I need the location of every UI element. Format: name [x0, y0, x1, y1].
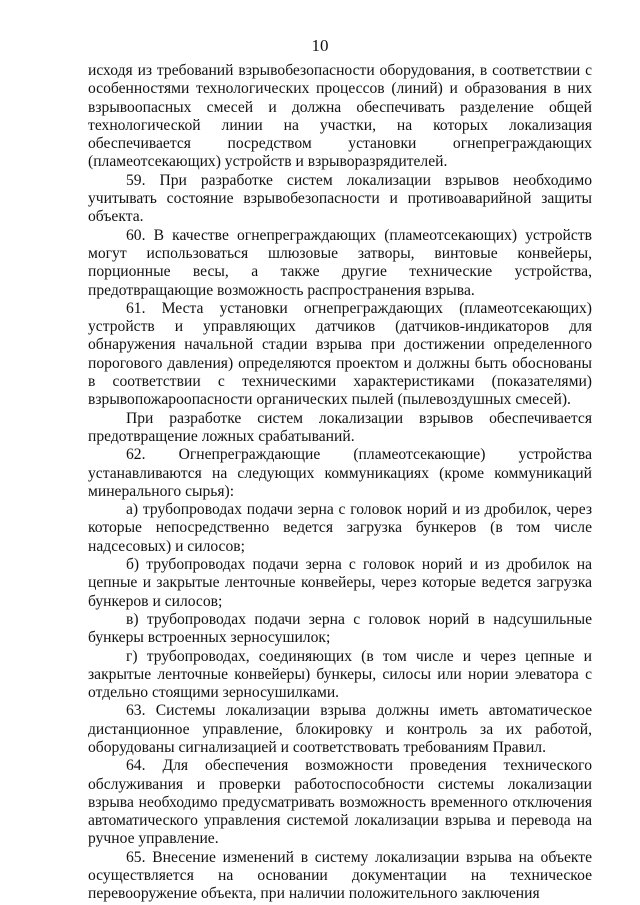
paragraph-62-item-v: в) трубопроводах подачи зерна с головок норий в надсушильные бункеры встроенных зерносушилок; — [88, 610, 592, 647]
paragraph-63: 63. Системы локализации взрыва должны иметь автоматическое дистанционное управление, блокировку и контроль за их работой, оборудованы сигнализацией и соответствовать требованиям Правил. — [88, 702, 592, 756]
paragraph-61: 61. Места установки огнепреграждающих (пламеотсекающих) устройств и управляющих датчиков (датчиков-индикаторов для обнаружения начальной стадии взрыва при достижении определенного порогового давления) определяются проектом и должны быть обоснованы в соответствии с техническими характеристиками (показателями) взрывопожароопасности органических пылей (пылевоздушных смесей). — [88, 299, 592, 409]
paragraph-62-item-g: г) трубопроводах, соединяющих (в том числе и через цепные и закрытые ленточные конвейеры) бункеры, силосы или нории элеватора с отдельно стоящими зерносушилками. — [88, 647, 592, 702]
paragraph-continuation: исходя из требований взрывобезопасности оборудования, в соответствии с особенностями технологических процессов (линий) и образования в них взрывоопасных смесей и должна обеспечивать разделение общей технологической линии на участки, на которых локализация обеспечивается посредством установки огнепреграждающих (пламеотсекающих) устройств и взрыворазрядителей. — [88, 62, 592, 171]
paragraph-61-note: При разработке систем локализации взрывов обеспечивается предотвращение ложных срабатываний. — [88, 409, 592, 445]
paragraph-62-item-a: а) трубопроводах подачи зерна с головок норий и из дробилок, через которые непосредственно ведется загрузка бункеров (в том числе надсесовых) и силосов; — [88, 501, 592, 555]
paragraph-60: 60. В качестве огнепреграждающих (пламеотсекающих) устройств могут использоваться шлюзовые затворы, винтовые конвейеры, порционные весы, а также другие технические устройства, предотвращающие возможность распространения взрыва. — [88, 226, 592, 299]
page-number: 10 — [311, 36, 329, 55]
document-body — [88, 62, 592, 904]
paragraph-62-item-b: б) трубопроводах подачи зерна с головок норий и из дробилок на цепные и закрытые ленточные конвейеры, через которые ведется загрузка бункеров и силосов; — [88, 556, 592, 610]
paragraph-64: 64. Для обеспечения возможности проведения технического обслуживания и проверки работоспособности системы локализации взрыва необходимо предусматривать возможность временного отключения автоматического управления системой локализации взрыва и перевода на ручное управление. — [88, 757, 592, 848]
paragraph-65: 65. Внесение изменений в систему локализации взрыва на объекте осуществляется на основании документации на техническое перевооружение объекта, при наличии положительного заключения — [88, 848, 592, 903]
paragraph-62: 62. Огнепреграждающие (пламеотсекающие) устройства устанавливаются на следующих коммуникациях (кроме коммуникаций минерального сырья): — [88, 446, 592, 500]
paragraph-59: 59. При разработке систем локализации взрывов необходимо учитывать состояние взрывобезопасности и противоаварийной защиты объекта. — [88, 171, 592, 226]
